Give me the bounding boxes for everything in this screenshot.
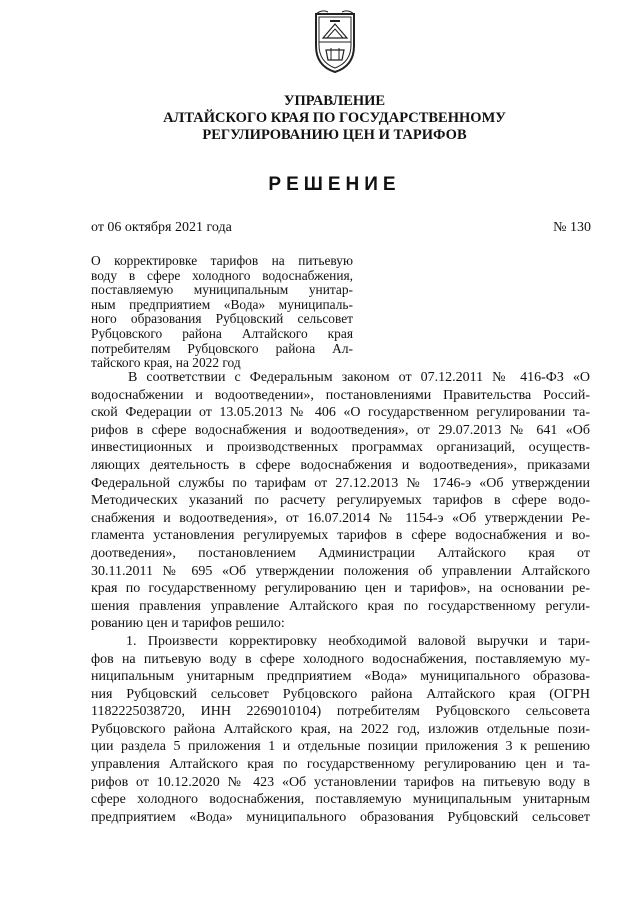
subject-line: тайского края, на 2022 год: [91, 355, 241, 371]
body-line: В соответствии с Федеральным законом от 07.12.2011 № 416-ФЗ «О: [128, 370, 590, 385]
body-line: края по государственному регулированию цен и тарифов», на основании ре-: [91, 581, 590, 597]
subject-line: ного образования Рубцовский сельсовет: [91, 311, 353, 327]
subject-line: поставляемую муниципальным унитар-: [91, 282, 353, 298]
body-line: предприятием «Вода» муниципального образования Рубцовский сельсовет: [91, 809, 590, 825]
document-title: РЕШЕНИЕ: [268, 174, 401, 195]
body-line: ской Федерации от 13.05.2013 № 406 «О государственном регулировании та-: [91, 405, 590, 421]
body-line: Методических указаний по расчету регулируемых тарифов в сфере водо-: [91, 493, 590, 509]
subject-line: Рубцовского района Алтайского края: [91, 325, 353, 341]
body-line: фов на питьевую воду в сфере холодного водоснабжения, поставляемую му-: [91, 651, 590, 667]
organization-line-1: УПРАВЛЕНИЕ: [283, 93, 386, 109]
body-line: ляющих деятельность в сфере водоснабжения и водоотведения», приказами: [91, 457, 590, 473]
body-line: 30.11.2011 № 695 «Об утверждении положения об управлении Алтайского: [91, 563, 590, 579]
body-line: управления Алтайского края по государственному регулированию цен и та-: [91, 757, 590, 773]
body-line: шения правления управление Алтайского края по государственному регули-: [91, 598, 590, 614]
body-line: рифов от 10.12.2020 № 423 «Об установлении тарифов на питьевую воду в: [91, 774, 590, 790]
organization-line-2: АЛТАЙСКОГО КРАЯ ПО ГОСУДАРСТВЕННОМУ: [163, 110, 506, 126]
body-line: гламента установления регулируемых тарифов в сфере водоснабжения и во-: [91, 528, 590, 544]
body-line: водоснабжении и водоотведении», постановлениями Правительства Россий-: [91, 387, 590, 403]
body-line: Федеральной службы по тарифам от 27.12.2013 № 1746-э «Об утверждении: [91, 475, 590, 491]
body-line: рованию цен и тарифов решило:: [91, 616, 285, 632]
organization-header: [0, 93, 639, 144]
organization-line-3: РЕГУЛИРОВАНИЮ ЦЕН И ТАРИФОВ: [202, 127, 467, 143]
document-body: [91, 369, 590, 826]
document-subject: [91, 254, 353, 371]
document-number: № 130: [553, 220, 591, 235]
body-line: 1. Произвести корректировку необходимой валовой выручки и тари-: [126, 633, 590, 649]
body-line: ния Рубцовский сельсовет Рубцовского района Алтайского края (ОГРН: [91, 686, 590, 702]
body-line: инвестиционных и производственных программах организаций, осуществ-: [91, 440, 590, 456]
body-line: сфере холодного водоснабжения, поставляемую муниципальным унитарным: [91, 792, 590, 808]
body-line: 1182225038720, ИНН 2269010104) потребителям Рубцовского сельсовета: [91, 704, 590, 720]
body-line: ниципальным унитарным предприятием «Вода» муниципального образова-: [91, 669, 590, 685]
subject-line: потребителям Рубцовского района Ал-: [91, 340, 353, 356]
subject-line: О корректировке тарифов на питьевую: [91, 253, 353, 268]
body-line: рифов в сфере водоснабжения и водоотведения», от 29.07.2013 № 641 «Об: [91, 422, 590, 438]
subject-line: воду в сфере холодного водоснабжения,: [91, 267, 353, 283]
document-date: от 06 октября 2021 года: [91, 220, 232, 235]
body-line: ции раздела 5 приложения 1 и отдельные позиции приложения 3 к решению: [91, 739, 590, 755]
body-line: Рубцовского района Алтайского края, на 2022 год, изложив отдельные пози-: [91, 721, 590, 737]
coat-of-arms-icon: [312, 8, 358, 74]
body-line: снабжения и водоотведения», от 16.07.2014 № 1154-э «Об утверждении Ре-: [91, 510, 590, 526]
subject-line: ным предприятием «Вода» муниципаль-: [91, 296, 353, 312]
body-line: доотведения», постановлением Администрации Алтайского края от: [91, 545, 590, 561]
